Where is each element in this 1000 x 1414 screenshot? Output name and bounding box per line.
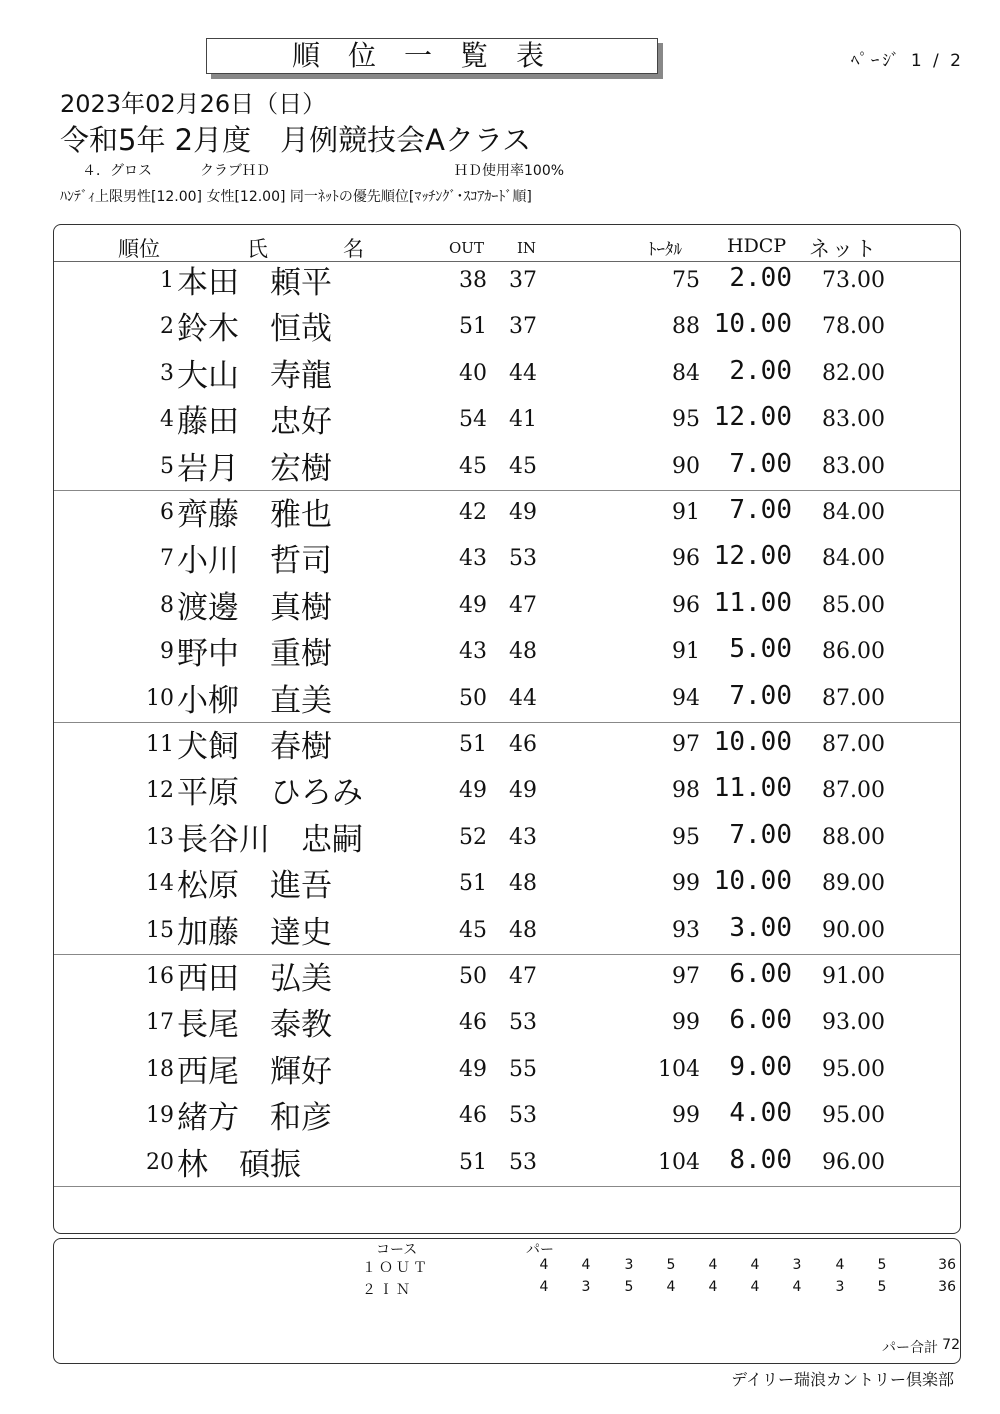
cell-in: 43 <box>509 824 537 850</box>
col-in: IN <box>517 239 537 257</box>
cell-hdcp: 7.00 <box>729 680 792 711</box>
hole-par: 4 <box>539 1257 549 1273</box>
cell-in: 47 <box>509 964 537 989</box>
table-row <box>54 350 960 396</box>
cell-total: 95 <box>672 824 700 850</box>
cell-name: 渡邊 真樹 <box>177 589 332 626</box>
cell-hdcp: 10.00 <box>713 309 792 340</box>
cell-name: 齊藤 雅也 <box>177 497 332 533</box>
hole-par: 4 <box>581 1257 591 1273</box>
cell-in: 47 <box>509 592 537 618</box>
cell-hdcp: 6.00 <box>729 1005 792 1036</box>
cell-hdcp: 7.00 <box>729 448 792 479</box>
cell-net: 78.00 <box>822 314 885 340</box>
cell-hdcp: 7.00 <box>729 495 792 525</box>
cell-in: 37 <box>509 314 537 340</box>
cell-hdcp: 3.00 <box>729 912 792 943</box>
cell-name: 犬飼 春樹 <box>177 729 332 765</box>
cell-name: 松原 進吾 <box>177 868 332 905</box>
cell-out: 51 <box>459 314 487 340</box>
cell-hdcp: 6.00 <box>729 959 792 989</box>
cell-out: 42 <box>459 500 487 525</box>
results-table <box>53 224 961 1234</box>
table-row <box>54 396 960 442</box>
cell-name: 本田 頼平 <box>177 265 332 301</box>
cell-out: 51 <box>459 732 487 757</box>
cell-in: 44 <box>509 360 537 386</box>
hole-par: 3 <box>581 1279 591 1295</box>
cell-rank: 7 <box>160 546 174 572</box>
cell-in: 53 <box>509 1010 537 1036</box>
cell-net: 95.00 <box>822 1103 885 1129</box>
hole-par: 3 <box>835 1279 845 1295</box>
cell-out: 43 <box>459 639 487 665</box>
cell-net: 85.00 <box>822 592 885 618</box>
sort-order: ４．グロス <box>82 163 152 179</box>
table-row <box>54 1092 960 1138</box>
cell-out: 43 <box>459 546 487 572</box>
cell-total: 98 <box>672 778 700 804</box>
course-label: コース <box>376 1242 418 1258</box>
table-row <box>54 767 960 813</box>
cell-rank: 8 <box>160 592 174 618</box>
page-title: 順位一覧表 <box>206 38 658 74</box>
cell-net: 91.00 <box>822 964 885 989</box>
cell-in: 55 <box>509 1056 537 1082</box>
cell-total: 99 <box>672 1010 700 1036</box>
group-divider <box>54 1186 960 1187</box>
cell-total: 91 <box>672 639 700 665</box>
cell-total: 99 <box>672 1103 700 1129</box>
hole-par: 4 <box>708 1279 718 1295</box>
cell-total: 96 <box>672 592 700 618</box>
hole-par: 5 <box>877 1257 887 1273</box>
cell-out: 50 <box>459 685 487 711</box>
cell-out: 49 <box>459 778 487 804</box>
cell-total: 84 <box>672 360 700 386</box>
cell-in: 37 <box>509 268 537 293</box>
table-row <box>54 953 960 999</box>
table-row <box>54 628 960 674</box>
hole-par: 3 <box>624 1257 634 1273</box>
table-row <box>54 814 960 860</box>
cell-name: 緒方 和彦 <box>177 1100 332 1137</box>
table-row <box>54 860 960 906</box>
cell-name: 大山 寿龍 <box>177 357 332 394</box>
cell-out: 46 <box>459 1103 487 1129</box>
cell-in: 53 <box>509 1149 537 1175</box>
cell-in: 45 <box>509 453 537 479</box>
cell-rank: 20 <box>146 1149 174 1175</box>
event-date: 2023年02月26日（日） <box>60 90 327 118</box>
cell-net: 86.00 <box>822 639 885 665</box>
hole-par: 4 <box>835 1257 845 1273</box>
cell-rank: 9 <box>160 639 174 665</box>
table-row <box>54 999 960 1045</box>
cell-rank: 17 <box>146 1010 174 1036</box>
cell-net: 87.00 <box>822 685 885 711</box>
cell-name: 林 碩振 <box>177 1146 301 1183</box>
cell-name: 鈴木 恒哉 <box>177 311 332 348</box>
cell-name: 西尾 輝好 <box>177 1053 332 1090</box>
cell-in: 48 <box>509 871 537 897</box>
cell-out: 49 <box>459 1056 487 1082</box>
cell-in: 46 <box>509 732 537 757</box>
cell-total: 99 <box>672 871 700 897</box>
col-name-family: 氏 <box>247 237 268 261</box>
cell-net: 90.00 <box>822 917 885 943</box>
table-row <box>54 535 960 581</box>
cell-hdcp: 12.00 <box>713 541 792 572</box>
cell-name: 平原 ひろみ <box>177 775 363 812</box>
hole-par: 5 <box>666 1257 676 1273</box>
cell-hdcp: 10.00 <box>713 866 792 897</box>
table-row <box>54 1046 960 1092</box>
hole-par: 4 <box>750 1279 760 1295</box>
course-par-total: 36 <box>938 1279 956 1295</box>
hole-par: 5 <box>877 1279 887 1295</box>
cell-rank: 15 <box>146 917 174 943</box>
col-out: OUT <box>449 239 484 257</box>
cell-hdcp: 11.00 <box>713 587 792 618</box>
hole-par: 4 <box>750 1257 760 1273</box>
cell-total: 90 <box>672 453 700 479</box>
cell-out: 45 <box>459 453 487 479</box>
table-row <box>54 489 960 535</box>
cell-net: 84.00 <box>822 500 885 525</box>
cell-total: 91 <box>672 500 700 525</box>
table-row <box>54 721 960 767</box>
cell-out: 52 <box>459 824 487 850</box>
hole-par: 5 <box>624 1279 634 1295</box>
col-net: ネット <box>809 237 878 261</box>
col-total: ﾄｰﾀﾙ <box>648 240 682 260</box>
cell-rank: 5 <box>160 453 174 479</box>
handicap-rate: ＨＤ使用率100% <box>454 163 565 179</box>
table-row <box>54 582 960 628</box>
table-row <box>54 257 960 303</box>
cell-hdcp: 4.00 <box>729 1098 792 1129</box>
cell-hdcp: 8.00 <box>729 1144 792 1175</box>
cell-hdcp: 7.00 <box>729 819 792 850</box>
cell-hdcp: 11.00 <box>713 773 792 804</box>
cell-out: 51 <box>459 871 487 897</box>
cell-total: 104 <box>658 1149 700 1175</box>
cell-total: 104 <box>658 1056 700 1082</box>
cell-net: 83.00 <box>822 407 885 433</box>
cell-name: 長尾 泰教 <box>177 1007 332 1044</box>
cell-rank: 16 <box>146 964 174 989</box>
cell-in: 48 <box>509 639 537 665</box>
cell-rank: 18 <box>146 1056 174 1082</box>
cell-rank: 4 <box>160 407 174 433</box>
page-number: ﾍﾟｰｼﾞ 1 / 2 <box>850 51 964 71</box>
club-name: デイリー瑞浪カントリー倶楽部 <box>731 1370 954 1389</box>
cell-rank: 11 <box>146 732 174 757</box>
cell-out: 40 <box>459 360 487 386</box>
cell-rank: 6 <box>160 500 174 525</box>
cell-out: 51 <box>459 1149 487 1175</box>
cell-in: 53 <box>509 546 537 572</box>
table-row <box>54 1139 960 1185</box>
course-name: ２ＩＮ <box>362 1282 413 1298</box>
cell-rank: 13 <box>146 824 174 850</box>
cell-rank: 14 <box>146 871 174 897</box>
cell-name: 小柳 直美 <box>177 682 332 719</box>
cell-name: 小川 哲司 <box>177 543 332 580</box>
hole-par: 4 <box>792 1279 802 1295</box>
cell-total: 95 <box>672 407 700 433</box>
course-par-total: 36 <box>938 1257 956 1273</box>
cell-hdcp: 5.00 <box>729 634 792 665</box>
cell-name: 長谷川 忠嗣 <box>177 821 363 858</box>
cell-net: 87.00 <box>822 778 885 804</box>
table-row <box>54 443 960 489</box>
cell-name: 岩月 宏樹 <box>177 450 332 487</box>
cell-hdcp: 9.00 <box>729 1051 792 1082</box>
cell-total: 97 <box>672 732 700 757</box>
course-name: １ＯＵＴ <box>362 1260 430 1276</box>
cell-net: 82.00 <box>822 360 885 386</box>
cell-net: 95.00 <box>822 1056 885 1082</box>
par-total: 72 <box>942 1337 960 1353</box>
cell-rank: 2 <box>160 314 174 340</box>
cell-name: 藤田 忠好 <box>177 404 332 441</box>
cell-rank: 10 <box>146 685 174 711</box>
table-row <box>54 675 960 721</box>
cell-total: 88 <box>672 314 700 340</box>
handicap-type: クラブＨＤ <box>200 163 270 179</box>
cell-hdcp: 2.00 <box>729 355 792 386</box>
cell-total: 75 <box>672 268 700 293</box>
cell-hdcp: 2.00 <box>729 263 792 293</box>
cell-out: 38 <box>459 268 487 293</box>
cell-in: 48 <box>509 917 537 943</box>
cell-total: 93 <box>672 917 700 943</box>
cell-out: 49 <box>459 592 487 618</box>
col-name-given: 名 <box>343 237 364 261</box>
cell-name: 加藤 達史 <box>177 914 332 951</box>
cell-in: 44 <box>509 685 537 711</box>
hole-par: 4 <box>539 1279 549 1295</box>
par-label: パー <box>526 1242 554 1258</box>
hole-par: 4 <box>666 1279 676 1295</box>
cell-net: 93.00 <box>822 1010 885 1036</box>
cell-rank: 1 <box>160 268 174 293</box>
cell-total: 97 <box>672 964 700 989</box>
cell-in: 41 <box>509 407 537 433</box>
cell-out: 46 <box>459 1010 487 1036</box>
cell-out: 45 <box>459 917 487 943</box>
cell-net: 88.00 <box>822 824 885 850</box>
course-par-table <box>53 1238 961 1364</box>
cell-net: 83.00 <box>822 453 885 479</box>
hole-par: 3 <box>792 1257 802 1273</box>
event-name: 令和5年 2月度 月例競技会Aクラス <box>60 123 532 157</box>
col-hdcp: HDCP <box>727 235 787 257</box>
cell-total: 96 <box>672 546 700 572</box>
cell-rank: 3 <box>160 360 174 386</box>
cell-rank: 12 <box>146 778 174 804</box>
cell-rank: 19 <box>146 1103 174 1129</box>
cell-net: 84.00 <box>822 546 885 572</box>
cell-name: 西田 弘美 <box>177 961 332 997</box>
cell-net: 96.00 <box>822 1149 885 1175</box>
cell-net: 87.00 <box>822 732 885 757</box>
cell-hdcp: 12.00 <box>713 402 792 433</box>
handicap-rule: ﾊﾝﾃﾞｨ上限男性[12.00] 女性[12.00] 同一ﾈｯﾄの優先順位[ﾏｯﾁﾝｸﾞ･ｽｺｱｶｰﾄﾞ順] <box>60 189 532 205</box>
hole-par: 4 <box>708 1257 718 1273</box>
cell-in: 49 <box>509 500 537 525</box>
cell-out: 54 <box>459 407 487 433</box>
table-row <box>54 303 960 349</box>
table-row <box>54 907 960 953</box>
cell-out: 50 <box>459 964 487 989</box>
col-rank: 順位 <box>118 237 160 261</box>
cell-in: 53 <box>509 1103 537 1129</box>
cell-in: 49 <box>509 778 537 804</box>
cell-name: 野中 重樹 <box>177 636 332 673</box>
cell-hdcp: 10.00 <box>713 727 792 757</box>
cell-net: 73.00 <box>822 268 885 293</box>
cell-net: 89.00 <box>822 871 885 897</box>
cell-total: 94 <box>672 685 700 711</box>
par-total-label: パー合計 <box>882 1340 938 1356</box>
